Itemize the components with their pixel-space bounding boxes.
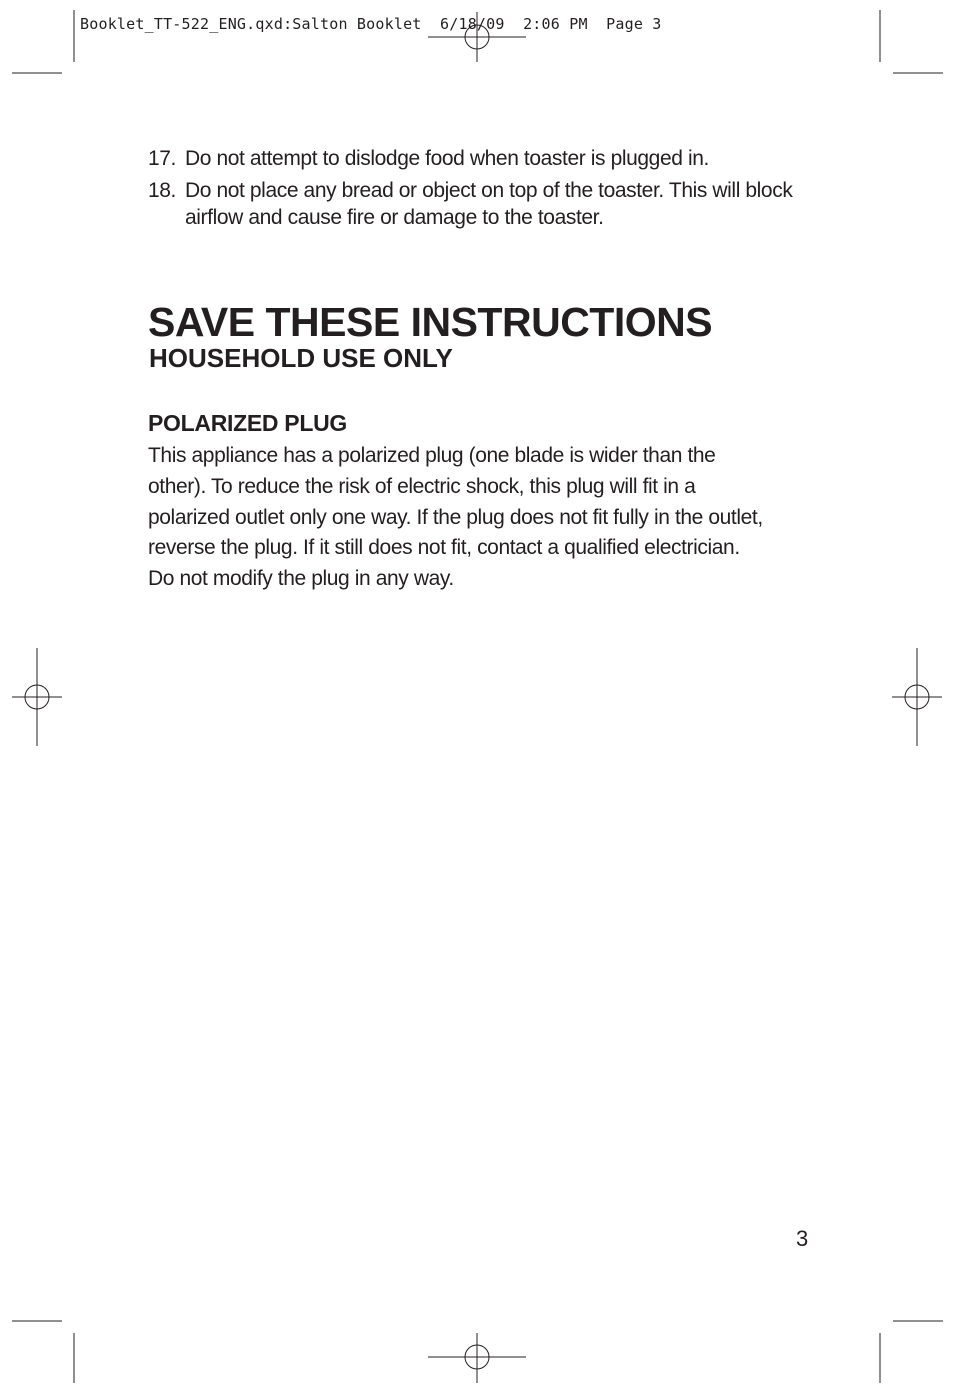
list-item-number: 18. xyxy=(148,179,176,202)
list-item-text: Do not place any bread or object on top of the toaster. This will block airflow and cause fire or damage to the toaster. xyxy=(185,179,793,229)
registration-mark-left xyxy=(12,648,62,746)
list-item xyxy=(148,177,808,231)
page-number: 3 xyxy=(796,1226,809,1251)
print-slug-line: Booklet_TT-522_ENG.qxd:Salton Booklet 6/18/09 2:06 PM Page 3 xyxy=(80,15,662,33)
list-item xyxy=(148,145,808,172)
registration-mark-right xyxy=(892,648,942,746)
section-heading: POLARIZED PLUG xyxy=(148,410,347,436)
page-subtitle: HOUSEHOLD USE ONLY xyxy=(149,343,453,373)
safety-instructions-list xyxy=(148,145,808,236)
page-title: SAVE THESE INSTRUCTIONS xyxy=(148,299,713,345)
section-body: This appliance has a polarized plug (one blade is wider than the other). To reduce the risk of electric shock, this plug will fit in a polarized outlet only one way. If the plug does not fit fully in the outlet, reverse the plug. If it still does not fit, contact a qualified electrician. Do not modify the plug in any way. xyxy=(148,444,763,591)
list-item-text: Do not attempt to dislodge food when toaster is plugged in. xyxy=(185,147,709,170)
list-item-number: 17. xyxy=(148,147,176,170)
registration-mark-bottom xyxy=(428,1333,526,1383)
